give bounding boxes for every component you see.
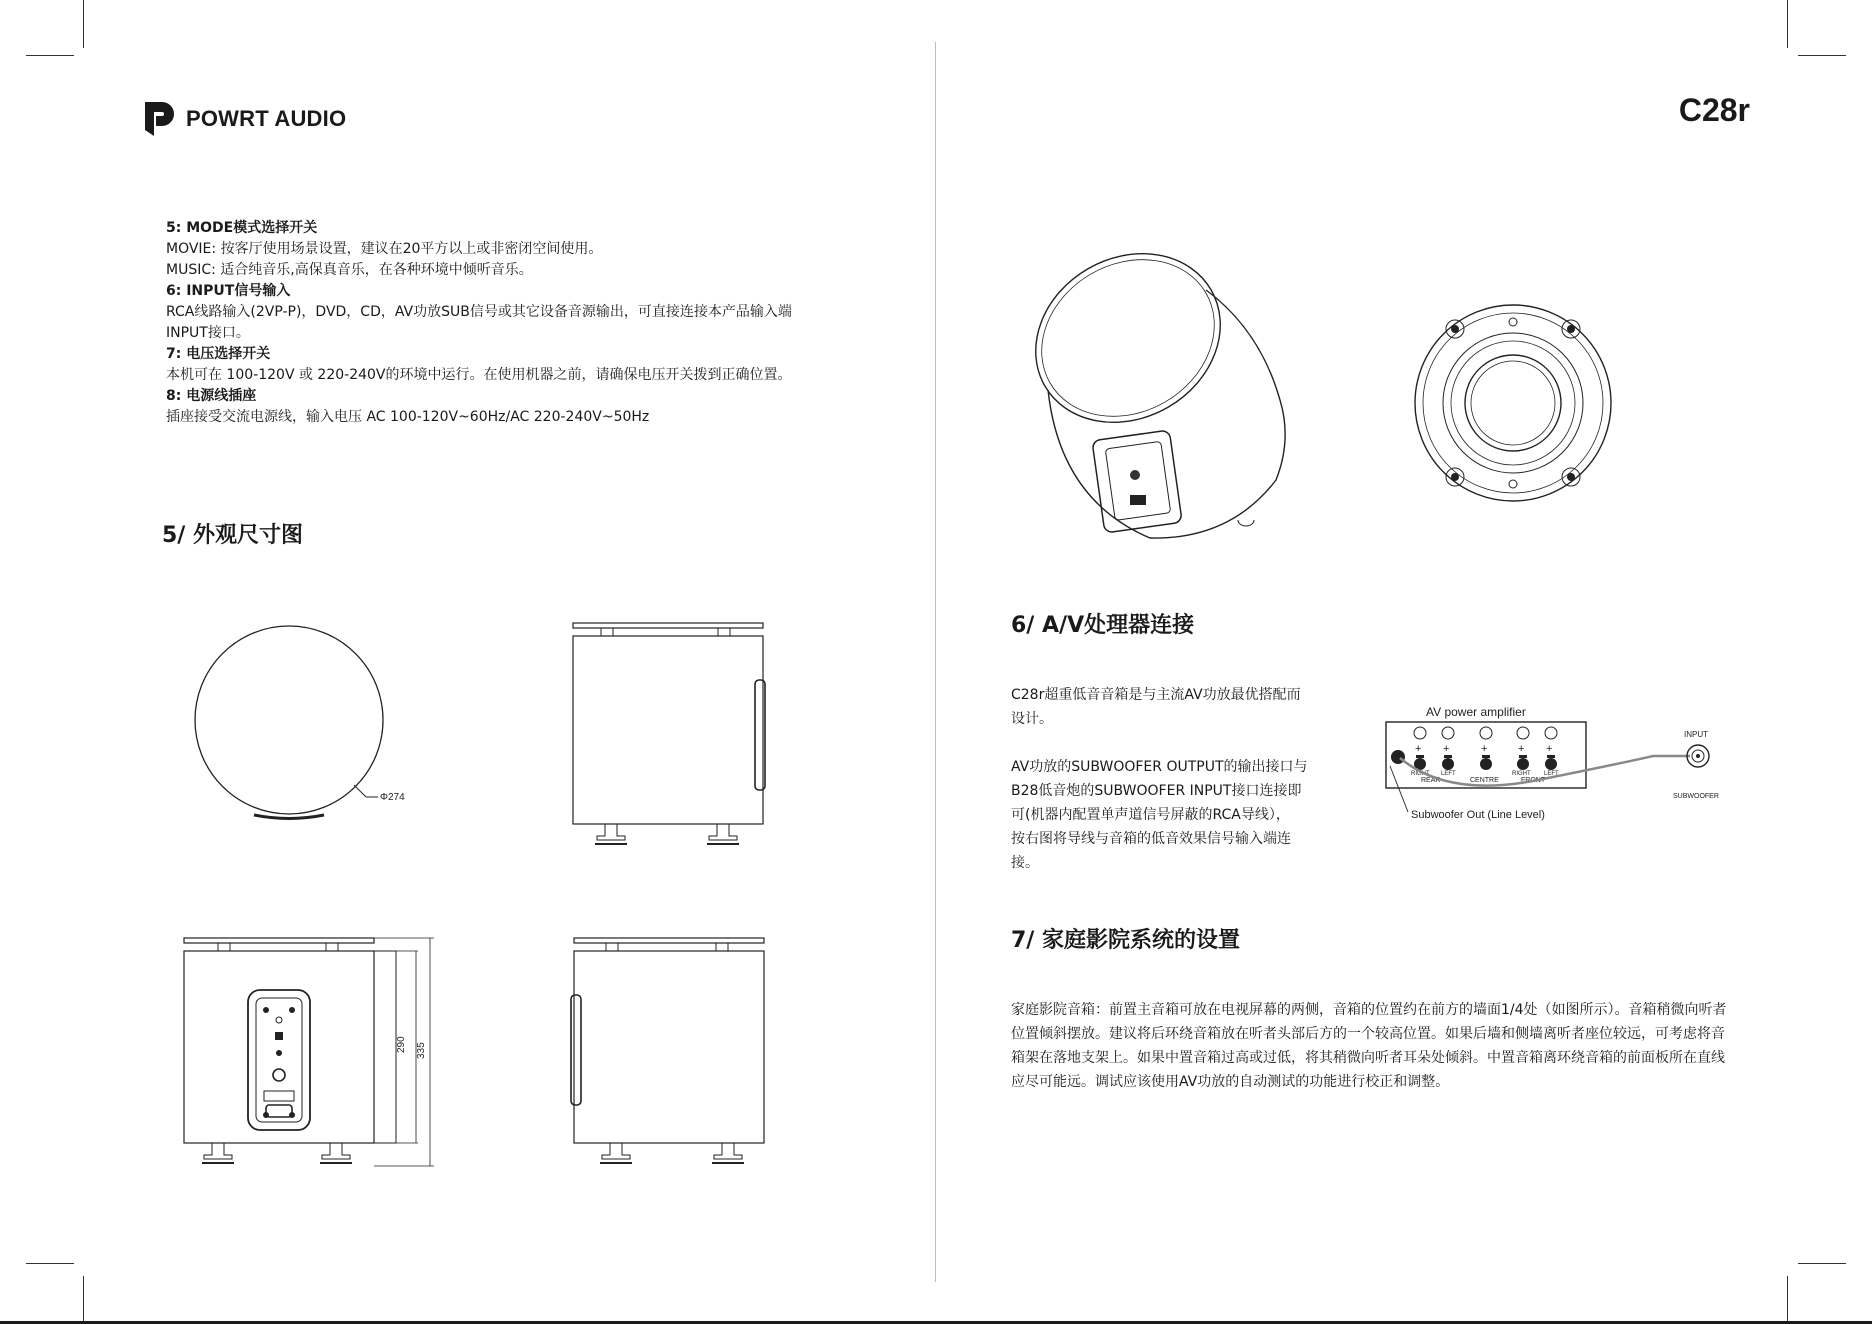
spec-item [166, 281, 856, 344]
av-text-line: 接。 [1011, 855, 1039, 871]
crop-mark [26, 1263, 74, 1264]
top-view-drawing [180, 625, 420, 825]
brand-name: POWRT AUDIO [186, 106, 347, 131]
svg-text:+: + [1481, 743, 1488, 755]
section-title-dimensions: 5/ 外观尺寸图 [162, 523, 304, 548]
spec-item [166, 386, 856, 428]
channel-label-right: RIGHT [1411, 771, 1430, 777]
crop-mark [83, 1276, 84, 1322]
av-text-line: 可(机器内配置单声道信号屏蔽的RCA导线）， [1011, 807, 1290, 823]
spec-line: 插座接受交流电源线，输入电压 AC 100-120V~60Hz/AC 220-240V~50Hz [166, 409, 650, 425]
svg-text:+: + [1415, 743, 1422, 755]
diagram-caption: Subwoofer Out (Line Level) [1411, 809, 1545, 821]
spec-line: RCA线路输入(2VP-P)，DVD，CD，AV功放SUB信号或其它设备音源输出，可直接连接本产品输入端 [166, 304, 792, 320]
spec-line: MUSIC: 适合纯音乐,高保真音乐，在各种环境中倾听音乐。 [166, 262, 533, 278]
total-height-label: 335 [416, 1042, 427, 1059]
section-title-home-theater: 7/ 家庭影院系统的设置 [1011, 928, 1241, 953]
svg-text:+: + [1518, 743, 1525, 755]
home-theater-text: 家庭影院音箱：前置主音箱可放在电视屏幕的两侧，音箱的位置约在前方的墙面1/4处（如图所示）。音箱稍微向听者位置倾斜摆放。建议将后环绕音箱放在听者头部后方的一个较高位置。如果后墙和侧墙离听者座位较远，可考虑将音箱架在落地支架上。如果中置音箱过高或过低，将其稍微向听者耳朵处倾斜。中置音箱离环绕音箱的前面板所在直线应尽可能远。调试应该使用AV功放的自动测试的功能进行校正和调整。 [1011, 1002, 1727, 1090]
paragraph-gap [1011, 731, 1331, 755]
svg-text:+: + [1443, 743, 1450, 755]
group-label-rear: REAR [1421, 777, 1441, 784]
inner-height-label: 290 [396, 1036, 407, 1053]
section-title-av-connection: 6/ A/V处理器连接 [1011, 613, 1195, 638]
side-view-drawing [565, 620, 775, 865]
av-text-line: C28r超重低音音箱是与主流AV功放最优搭配而 [1011, 687, 1301, 703]
channel-label-left: LEFT [1441, 771, 1456, 777]
rear-view-drawing [178, 935, 438, 1180]
av-text-line: AV功放的SUBWOOFER OUTPUT的输出接口与 [1011, 759, 1308, 775]
subwoofer-label: SUBWOOFER [1673, 793, 1719, 800]
av-connection-text [1011, 683, 1331, 875]
spec-item [166, 344, 856, 386]
spec-heading: 7: 电压选择开关 [166, 346, 271, 362]
page-divider [935, 42, 936, 1282]
amp-label: AV power amplifier [1426, 705, 1526, 719]
channel-label-left: LEFT [1544, 771, 1559, 777]
av-text-line: 按右图将导线与音箱的低音效果信号输入端连 [1011, 831, 1291, 847]
brand-mark-icon [142, 100, 178, 138]
side-view-drawing [566, 935, 776, 1180]
av-text-line: B28低音炮的SUBWOOFER INPUT接口连接即 [1011, 783, 1302, 799]
product-perspective-illustration [1030, 250, 1300, 545]
av-text-line: 设计。 [1011, 711, 1053, 727]
crop-mark [1798, 55, 1846, 56]
crop-mark [26, 55, 74, 56]
av-connection-diagram [1378, 700, 1728, 830]
crop-mark [83, 0, 84, 48]
channel-label-right: RIGHT [1512, 771, 1531, 777]
spec-line: MOVIE: 按客厅使用场景设置，建议在20平方以上或非密闭空间使用。 [166, 241, 603, 257]
brand-logo [142, 100, 346, 138]
svg-text:+: + [1546, 743, 1553, 755]
input-label: INPUT [1684, 730, 1708, 739]
spec-line: 本机可在 100-120V 或 220-240V的环境中运行。在使用机器之前，请确保电压开关拨到正确位置。 [166, 367, 792, 383]
spec-heading: 6: INPUT信号输入 [166, 283, 291, 299]
model-name: C28r [1678, 92, 1750, 128]
spec-item [166, 218, 856, 281]
speaker-terminals [1414, 727, 1557, 758]
group-label-front: FRONT [1521, 777, 1546, 784]
diameter-label: Φ274 [380, 792, 405, 803]
spec-line: INPUT接口。 [166, 325, 250, 341]
group-label-centre: CENTRE [1470, 777, 1499, 784]
spec-heading: 5: MODE模式选择开关 [166, 220, 318, 236]
woofer-driver-illustration [1413, 300, 1613, 510]
spec-list [166, 218, 856, 428]
crop-mark [1787, 0, 1788, 48]
spec-heading: 8: 电源线插座 [166, 388, 257, 404]
crop-mark [1798, 1263, 1846, 1264]
crop-mark [1787, 1276, 1788, 1322]
